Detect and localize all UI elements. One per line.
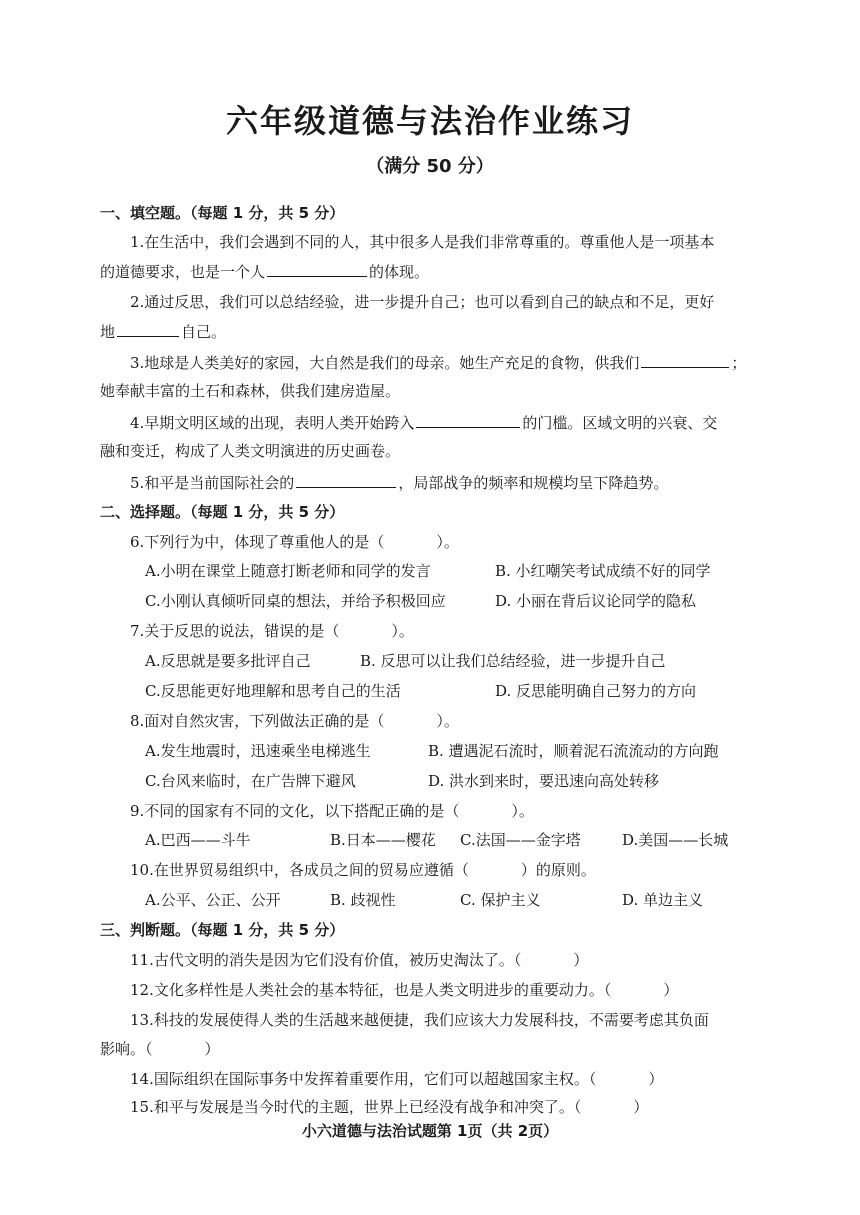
question-3-line-2: 她奉献丰富的土石和森林，供我们建房造屋。 [100, 382, 401, 400]
answer-blank[interactable] [117, 321, 179, 337]
section-heading-fill: 一、填空题。（每题 1 分，共 5 分） [100, 204, 345, 222]
question-5: 5.和平是当前国际社会的 ，局部战争的频率和规模均呈下降趋势。 [130, 474, 669, 492]
question-6-option-d[interactable]: D. 小丽在背后议论同学的隐私 [495, 592, 697, 610]
question-8-option-d[interactable]: D. 洪水到来时，要迅速向高处转移 [428, 772, 660, 790]
page-title: 六年级道德与法治作业练习 [225, 102, 634, 140]
question-1-line-2: 的道德要求，也是一个人 的体现。 [100, 263, 430, 281]
question-7-option-d[interactable]: D. 反思能明确自己努力的方向 [495, 682, 697, 700]
question-10-option-a[interactable]: A.公平、公正、公开 [145, 891, 281, 909]
section-heading-judge: 三、判断题。（每题 1 分，共 5 分） [100, 921, 345, 939]
answer-blank[interactable] [296, 472, 396, 488]
question-10-option-c[interactable]: C. 保护主义 [460, 891, 541, 909]
question-10-stem: 10.在世界贸易组织中，各成员之间的贸易应遵循（ ）的原则。 [130, 861, 596, 879]
section-heading-choice: 二、选择题。（每题 1 分，共 5 分） [100, 503, 345, 521]
answer-blank[interactable] [641, 352, 729, 368]
question-6-option-c[interactable]: C.小刚认真倾听同桌的想法，并给予积极回应 [145, 592, 446, 610]
question-7-stem: 7.关于反思的说法，错误的是（ ）。 [130, 622, 414, 640]
question-13-line-1: 13.科技的发展使得人类的生活越来越便捷，我们应该大力发展科技，不需要考虑其负面 [130, 1011, 709, 1029]
question-4-line-1: 4.早期文明区域的出现，表明人类开始跨入 的门槛。区域文明的兴衰、交 [130, 414, 718, 432]
question-8-option-c[interactable]: C.台风来临时，在广告牌下避风 [145, 772, 356, 790]
question-9-option-b[interactable]: B.日本——樱花 [330, 831, 436, 849]
question-10-option-b[interactable]: B. 歧视性 [330, 891, 396, 909]
question-8-option-b[interactable]: B. 遭遇泥石流时，顺着泥石流流动的方向跑 [428, 742, 719, 760]
question-7-option-b[interactable]: B. 反思可以让我们总结经验，进一步提升自己 [360, 652, 666, 670]
question-2-line-1: 2.通过反思，我们可以总结经验，进一步提升自己；也可以看到自己的缺点和不足，更好 [130, 293, 715, 311]
page-footer: 小六道德与法治试题第 1页（共 2页） [301, 1122, 559, 1140]
question-6-option-b[interactable]: B. 小红嘲笑考试成绩不好的同学 [495, 562, 711, 580]
question-13-line-2: 影响。（ ） [100, 1040, 220, 1058]
question-6-option-a[interactable]: A.小明在课堂上随意打断老师和同学的发言 [145, 562, 431, 580]
question-1-line-1: 1.在生活中，我们会遇到不同的人，其中很多人是我们非常尊重的。尊重他人是一项基本 [130, 233, 715, 251]
question-9-stem: 9.不同的国家有不同的文化，以下搭配正确的是（ ）。 [130, 802, 534, 820]
question-4-line-2: 融和变迁，构成了人类文明演进的历史画卷。 [100, 442, 401, 460]
answer-blank[interactable] [416, 412, 520, 428]
question-8-stem: 8.面对自然灾害，下列做法正确的是（ ）。 [130, 712, 459, 730]
question-14: 14.国际组织在国际事务中发挥着重要作用，它们可以超越国家主权。（ ） [130, 1070, 664, 1088]
question-12: 12.文化多样性是人类社会的基本特征，也是人类文明进步的重要动力。（ ） [130, 981, 679, 999]
question-9-option-c[interactable]: C.法国——金字塔 [460, 831, 581, 849]
page-subtitle: （满分 50 分） [366, 156, 494, 177]
question-9-option-d[interactable]: D.美国——长城 [622, 831, 729, 849]
question-3-line-1: 3.地球是人类美好的家园，大自然是我们的母亲。她生产充足的食物，供我们 ； [130, 354, 747, 372]
question-2-line-2: 地 自己。 [100, 323, 227, 341]
question-8-option-a[interactable]: A.发生地震时，迅速乘坐电梯逃生 [145, 742, 371, 760]
question-7-option-a[interactable]: A.反思就是要多批评自己 [145, 652, 311, 670]
question-9-option-a[interactable]: A.巴西——斗牛 [145, 831, 251, 849]
answer-blank[interactable] [267, 261, 367, 277]
question-15: 15.和平与发展是当今时代的主题，世界上已经没有战争和冲突了。（ ） [130, 1098, 649, 1116]
question-11: 11.古代文明的消失是因为它们没有价值，被历史淘汰了。（ ） [130, 951, 589, 969]
question-10-option-d[interactable]: D. 单边主义 [622, 891, 704, 909]
question-6-stem: 6.下列行为中，体现了尊重他人的是（ ）。 [130, 533, 459, 551]
question-7-option-c[interactable]: C.反思能更好地理解和思考自己的生活 [145, 682, 401, 700]
